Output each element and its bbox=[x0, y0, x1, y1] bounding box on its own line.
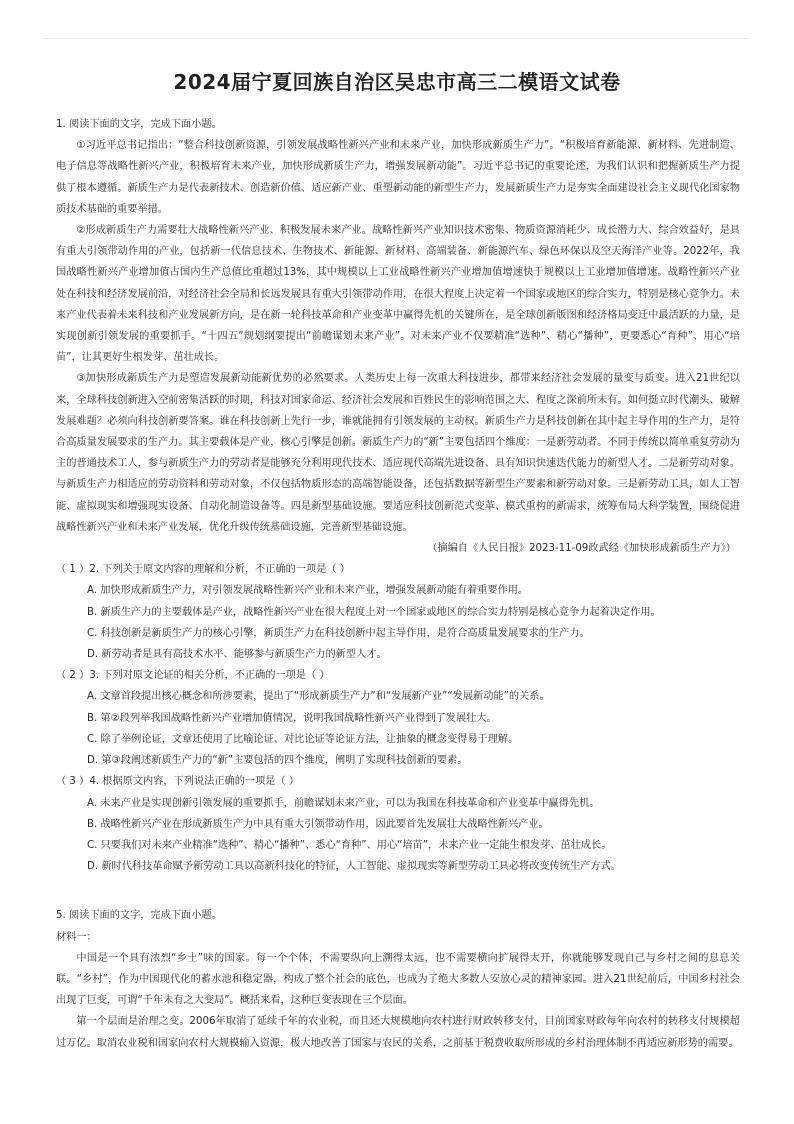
passage-paragraph: 第一个层面是治理之变。2006年取消了延续千年的农业税，而且还大规模地向农村进行财政转移支付，目前国家财政每年向农村的转移支付规模超过万亿。取消农业税和国家向农村大规模输入资源，极大地改善了国家与农民的关系，之前基于税费收取所形成的乡村治理体制不再适应新形势的需要。 bbox=[56, 1016, 740, 1049]
answer-option: B. 第②段列举我国战略性新兴产业增加值情况，说明我国战略性新兴产业得到了发展壮大。 bbox=[87, 712, 497, 724]
source-citation: （摘编自《人民日报》2023-11-09政武经《加快形成新质生产力》） bbox=[427, 543, 736, 555]
answer-option: D. 新时代科技革命赋予新劳动工具以高新科技化的特征，人工智能、虚拟现实等新型劳动工具必将改变传统生产方式。 bbox=[87, 861, 621, 873]
material-label: 材料一： bbox=[56, 931, 97, 943]
answer-option: B. 新质生产力的主要载体是产业，战略性新兴产业在很大程度上对一个国家或地区的综合实力特别是核心竞争力起着决定作用。 bbox=[87, 606, 661, 618]
section2-heading: 5. 阅读下面的文字，完成下面小题。 bbox=[56, 910, 222, 922]
answer-option: A. 未来产业是实现创新引领发展的重要抓手，前瞻谋划未来产业，可以为我国在科技革命和产业变革中赢得先机。 bbox=[87, 797, 600, 809]
answer-option: C. 只要我们对未来产业精准“选种”、精心“播种”、悉心“育种”、用心“培苗”，未来产业一定能生根发芽、茁壮成长。 bbox=[87, 839, 612, 851]
answer-option: B. 战略性新兴产业在形成新质生产力中具有重大引领带动作用，因此要首先发展壮大战略性新兴产业。 bbox=[87, 818, 549, 830]
page-title: 2024届宁夏回族自治区吴忠市高三二模语文试卷 bbox=[173, 70, 621, 94]
answer-option: D. 新劳动者是具有高技术水平、能够参与新质生产力的新型人才。 bbox=[87, 649, 387, 661]
document-body bbox=[56, 114, 740, 1054]
question-stem: （ 3 ）4. 根据原文内容，下列说法正确的一项是（ ） bbox=[56, 776, 300, 788]
passage-paragraph: ①习近平总书记指出：“整合科技创新资源，引领发展战略性新兴产业和未来产业，加快形成新质生产力”。“积极培育新能源、新材料、先进制造、电子信息等战略性新兴产业，积极培育未来产业，加快形成新质生产力，增强发展新动能”。习近平总书记的重要论述，为我们认识和把握新质生产力提供了根本遵循。新质生产力是代表新技术、创造新价值、适应新产业、重塑新动能的新型生产力，发展新质生产力是夯实全面建设社会主义现代化国家物质技术基础的重要举措。 bbox=[56, 140, 740, 215]
top-divider bbox=[44, 38, 750, 39]
answer-option: A. 加快形成新质生产力，对引领发展战略性新兴产业和未来产业，增强发展新动能有着重要作用。 bbox=[87, 585, 529, 597]
answer-option: D. 第③段阐述新质生产力的“新”主要包括的四个维度，阐明了实现科技创新的要素。 bbox=[87, 755, 468, 767]
answer-option: A. 文章首段提出核心概念和所涉要素，提出了“形成新质生产力”和“发展新产业”“发展新动能”的关系。 bbox=[87, 691, 550, 703]
answer-option: C. 科技创新是新质生产力的核心引擎，新质生产力在科技创新中起主导作用，是符合高质量发展要求的生产力。 bbox=[87, 627, 590, 639]
question-stem: （ 2 ）3. 下列对原文论证的相关分析，不正确的一项是（ ） bbox=[56, 670, 330, 682]
answer-option: C. 除了举例论证，文章还使用了比喻论证、对比论证等论证方法，让抽象的概念变得易于理解。 bbox=[87, 733, 519, 745]
passage-paragraph: ②形成新质生产力需要壮大战略性新兴产业、积极发展未来产业。战略性新兴产业知识技术密集、物质资源消耗少、成长潜力大、综合效益好，是具有重大引领带动作用的产业，包括新一代信息技术、生物技术、新能源、新材料、高端装备、新能源汽车、绿色环保以及空天海洋产业等。2022年，我国战略性新兴产业增加值占国内生产总值比重超过13%，其中规模以上工业战略性新兴产业增加值增速快于规模以上工业增加值增速。战略性新兴产业处在科技和经济发展前沿，对经济社会全局和长远发展具有重大引领带动作用，在很大程度上决定着一个国家或地区的综合实力，特别是核心竞争力。未来产业代表着未来科技和产业发展新方向，是在新一轮科技革命和产业变革中赢得先机的关键所在，是全球创新版图和经济格局变迁中最活跃的力量，是实现创新引领发展的重要抓手。“十四五”规划纲要提出“前瞻谋划未来产业”。对未来产业不仅要精准“选种”、精心“播种”，更要悉心“育种”、用心“培苗”，让其更好生根发芽、茁壮成长。 bbox=[56, 225, 740, 364]
section-spacer bbox=[56, 877, 740, 905]
question-stem: （ 1 ）2. 下列关于原文内容的理解和分析，不正确的一项是（ ） bbox=[56, 564, 351, 576]
passage-paragraph: ③加快形成新质生产力是塑造发展新动能新优势的必然要求。人类历史上每一次重大科技进步，都带来经济社会发展的量变与质变。进入21世纪以来，全球科技创新进入空前密集活跃的时期，科技对国家命运、经济社会发展和百姓民生的影响范围之大、程度之深前所未有。如何挺立时代潮头、破解发展难题？必须向科技创新要答案。谁在科技创新上先行一步，谁就能拥有引领发展的主动权。新质生产力是科技创新在其中起主导作用的生产力，是符合高质量发展要求的生产力。其主要载体是产业，核心引擎是创新。新质生产力的“新”主要包括四个维度：一是新劳动者。不同于传统以简单重复劳动为主的普通技术工人，参与新质生产力的劳动者是能够充分利用现代技术、适应现代高端先进设备、具有知识快速迭代能力的新型人才。二是新劳动对象。与新质生产力相适应的劳动资料和劳动对象，不仅包括物质形态的高端智能设备，还包括数据等新型生产要素和新劳动对象。三是新劳动工具，如人工智能、虚拟现实和增强现实设备、自动化制造设备等。四是新型基础设施。要适应科技创新范式变革、模式重构的新需求，统筹布局大科学装置，围绕促进战略性新兴产业和未来产业发展，优化升级传统基础设施，完善新型基础设施。 bbox=[56, 373, 740, 533]
section1-heading: 1. 阅读下面的文字，完成下面小题。 bbox=[56, 119, 222, 130]
passage-paragraph: 中国是一个具有浓烈“乡土”味的国家。每一个个体，不需要纵向上溯得太远，也不需要横向扩展得太开，你就能够发现自己与乡村之间的息息关联。“乡村”，作为中国现代化的蓄水池和稳定器，构成了整个社会的底色，也成为了绝大多数人安放心灵的精神家园。进入21世纪前后，中国乡村社会出现了巨变，可谓“千年未有之大变局”。概括来看，这种巨变表现在三个层面。 bbox=[56, 952, 740, 1007]
